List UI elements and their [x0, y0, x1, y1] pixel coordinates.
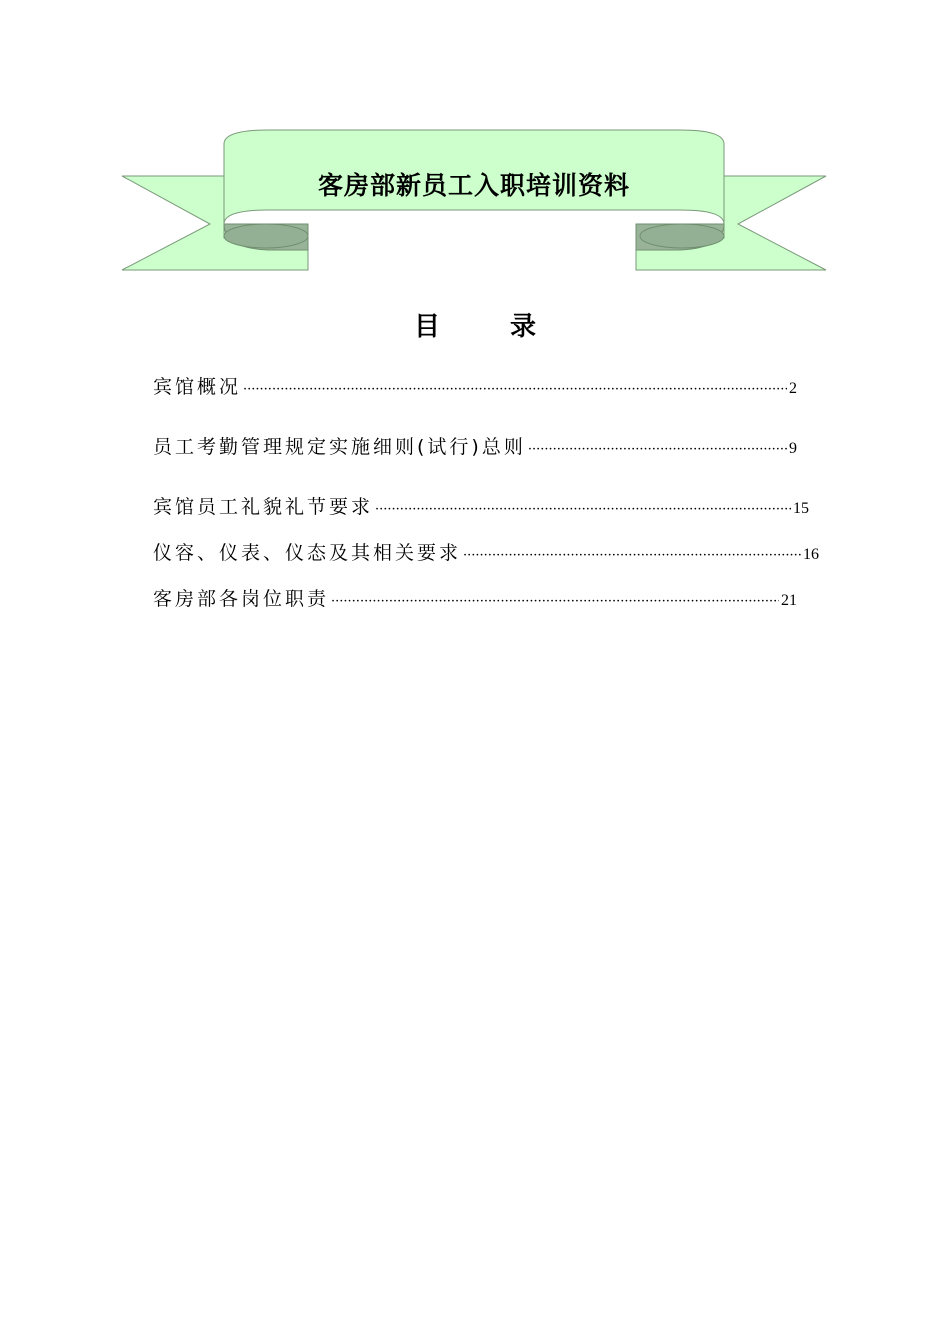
- toc-entry-page: 15: [793, 500, 809, 517]
- banner-title: 客房部新员工入职培训资料: [317, 171, 630, 200]
- toc-heading: 目录: [413, 312, 606, 342]
- toc-leader-dots: [243, 382, 787, 397]
- title-banner: [118, 128, 830, 274]
- toc-entry-label: 客房部各岗位职责: [153, 588, 330, 610]
- toc-entry[interactable]: [153, 372, 797, 398]
- toc-leader-dots: [375, 502, 791, 517]
- toc-entry-label: 员工考勤管理规定实施细则(试行)总则: [153, 436, 526, 458]
- toc-entry[interactable]: [153, 538, 819, 564]
- toc-entry-label: 宾馆员工礼貌礼节要求: [153, 496, 374, 518]
- toc-entry-label: 仪容、仪表、仪态及其相关要求: [153, 542, 462, 564]
- toc-entry-page: 16: [803, 546, 819, 563]
- toc-entry[interactable]: [153, 492, 809, 518]
- toc-leader-dots: [463, 548, 801, 563]
- toc-entry[interactable]: [153, 432, 797, 458]
- toc-leader-dots: [331, 594, 779, 609]
- toc-entry[interactable]: [153, 584, 797, 610]
- toc-entry-page: 9: [789, 440, 797, 457]
- toc-leader-dots: [528, 442, 787, 457]
- toc-entry-page: 21: [781, 592, 797, 609]
- toc-entry-page: 2: [789, 380, 797, 397]
- toc-entry-label: 宾馆概况: [153, 376, 242, 398]
